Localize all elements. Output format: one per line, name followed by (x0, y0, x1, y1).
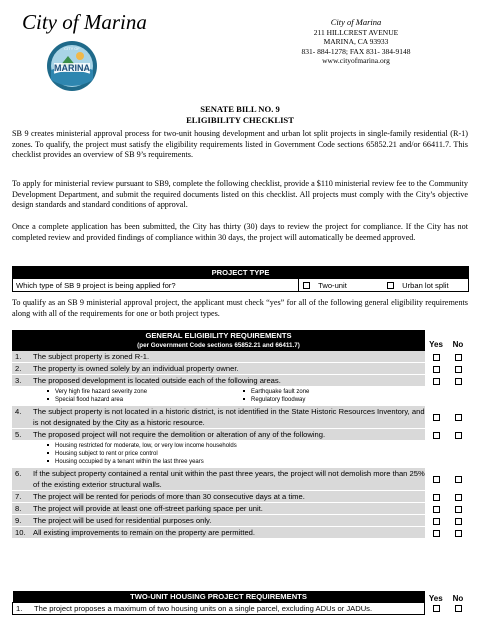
requirement-number: 6. (12, 468, 31, 491)
document-title (0, 104, 480, 126)
two-unit-header: TWO-UNIT HOUSING PROJECT REQUIREMENTS (13, 591, 425, 603)
yes-checkbox[interactable] (433, 414, 440, 421)
area-item: Regulatory floodway (251, 397, 306, 403)
demolition-list (12, 441, 469, 468)
requirement-row (12, 491, 469, 503)
requirement-row (12, 468, 469, 491)
yes-checkbox[interactable] (433, 530, 440, 537)
yes-checkbox[interactable] (433, 432, 440, 439)
no-checkbox[interactable] (455, 506, 462, 513)
yes-checkbox[interactable] (433, 476, 440, 483)
demolition-item: Housing subject to rent or price control (55, 451, 158, 457)
areas-list (12, 387, 469, 406)
project-type-question: Which type of SB 9 project is being applied for? (13, 279, 299, 292)
requirement-row (12, 527, 469, 539)
requirement-row (12, 429, 469, 441)
requirement-text: The subject property is zoned R-1. (31, 351, 425, 363)
no-checkbox[interactable] (455, 476, 462, 483)
no-checkbox[interactable] (455, 378, 462, 385)
requirement-number: 10. (12, 527, 31, 539)
option-label: Two-unit (318, 280, 347, 290)
title-line-2: ELIGIBILITY CHECKLIST (186, 115, 294, 125)
option-urban-lot-split[interactable] (383, 279, 469, 292)
requirement-text: If the subject property contained a rental unit within the past three years, the project will not demolish more than 25% of the existing exterior structural walls. (33, 469, 425, 489)
yes-checkbox[interactable] (433, 506, 440, 513)
requirement-text: The project will be rented for periods of more than 30 consecutive days at a time. (31, 491, 425, 503)
requirement-number: 1. (12, 351, 31, 363)
requirement-text: The subject property is not located in a historic district, is not identified in the State Historic Resources Inventory, and is not designated by the City as a historic resource. (33, 407, 425, 427)
yes-checkbox[interactable] (433, 494, 440, 501)
instructions-paragraph: To apply for ministerial review pursuant to SB9, complete the following checklist, provide a $110 ministerial review fee to the Community Development Department, and submit the required documents listed on this checklist. All projects must comply with the City’s objective design standards and standard conditions of approval. (12, 179, 468, 210)
address-website: www.cityofmarina.org (322, 56, 390, 66)
intro-paragraph: SB 9 creates ministerial approval process for two-unit housing development and urban lot split projects in single-family residential (R-1) zones. To qualify, the project must satisfy the eligibility requirements listed in Government Code sections 65852.21 and/or 66411.7. This checklist provides an overview of SB 9’s requirements. (12, 129, 468, 160)
project-type-table (12, 266, 469, 292)
qualify-paragraph: To qualify as an SB 9 ministerial approval project, the applicant must check “yes” for all of the following general eligibility requirements along with all of the requirements for one or both project types. (12, 298, 468, 318)
requirement-number: 3. (12, 375, 31, 387)
requirement-text: All existing improvements to remain on the property are permitted. (31, 527, 425, 539)
yes-column-header: Yes (429, 340, 443, 349)
requirement-number: 9. (12, 515, 31, 527)
city-logo (46, 40, 98, 92)
address-line: MARINA, CA 93933 (323, 37, 389, 47)
requirement-row (13, 603, 470, 615)
yes-checkbox[interactable] (433, 605, 440, 612)
area-item: Very high fire hazard severity zone (55, 389, 148, 395)
urban-lot-split-checkbox[interactable] (387, 282, 394, 289)
address-line: 831- 884-1278; FAX 831- 384-9148 (301, 46, 411, 56)
option-label: Urban lot split (402, 280, 449, 290)
address-line: 211 HILLCREST AVENUE (313, 27, 399, 37)
requirement-text: The project will be used for residential purposes only. (31, 515, 425, 527)
requirement-text: The project will provide at least one off-street parking space per unit. (31, 503, 425, 515)
city-title: City of Marina (22, 10, 147, 34)
requirement-text: The proposed project will not require the demolition or alteration of any of the following. (31, 429, 425, 441)
yes-column-header: Yes (428, 593, 443, 603)
area-item: Earthquake fault zone (251, 389, 310, 395)
general-eligibility-table (12, 330, 469, 539)
no-column-header: No (452, 340, 464, 349)
yes-checkbox[interactable] (433, 366, 440, 373)
no-column-header: No (452, 593, 464, 603)
option-two-unit[interactable] (299, 279, 384, 292)
yes-checkbox[interactable] (433, 354, 440, 361)
requirement-row (12, 351, 469, 363)
address-line: City of Marina (330, 17, 382, 27)
no-checkbox[interactable] (455, 366, 462, 373)
review-paragraph: Once a complete application has been submitted, the City has thirty (30) days to review the project for compliance. If the City has not completed review and provided findings of compliance within 30 days, the project will automatically be deemed approved. (12, 222, 468, 242)
requirement-number: 1. (13, 603, 33, 615)
no-checkbox[interactable] (455, 432, 462, 439)
requirement-number: 2. (12, 363, 31, 375)
no-checkbox[interactable] (455, 494, 462, 501)
general-header-subtitle: (per Government Code sections 65852.21 and 66411.7) (137, 341, 300, 349)
requirement-text: The property is owned solely by an individual property owner. (31, 363, 425, 375)
project-type-header: PROJECT TYPE (13, 267, 469, 279)
requirement-number: 7. (12, 491, 31, 503)
logo-text: MARINA (54, 63, 90, 73)
requirement-row (12, 515, 469, 527)
general-header-title: GENERAL ELIGIBILITY REQUIREMENTS (145, 331, 292, 340)
city-address (281, 18, 431, 66)
no-checkbox[interactable] (455, 414, 462, 421)
demolition-item: Housing occupied by a tenant within the last three years (55, 459, 204, 465)
yes-checkbox[interactable] (433, 378, 440, 385)
logo-top-text: CITY OF (64, 46, 80, 51)
requirement-number: 8. (12, 503, 31, 515)
demolition-item: Housing restricted for moderate, low, or very low income households (55, 443, 237, 449)
requirement-row (12, 503, 469, 515)
no-checkbox[interactable] (455, 530, 462, 537)
yes-checkbox[interactable] (433, 518, 440, 525)
general-header (12, 330, 425, 351)
no-checkbox[interactable] (455, 605, 462, 612)
two-unit-requirements-table (12, 591, 469, 615)
requirement-text: The project proposes a maximum of two housing units on a single parcel, excluding ADUs or JADUs. (32, 603, 425, 615)
requirement-number: 5. (12, 429, 31, 441)
no-checkbox[interactable] (455, 518, 462, 525)
two-unit-checkbox[interactable] (303, 282, 310, 289)
requirement-row (12, 363, 469, 375)
requirement-row (12, 406, 469, 429)
requirement-text: The proposed development is located outside each of the following areas. (31, 375, 425, 387)
requirement-row (12, 375, 469, 387)
area-item: Special flood hazard area (55, 397, 124, 403)
title-line-1: SENATE BILL NO. 9 (200, 104, 280, 114)
requirement-number: 4. (12, 406, 31, 429)
no-checkbox[interactable] (455, 354, 462, 361)
